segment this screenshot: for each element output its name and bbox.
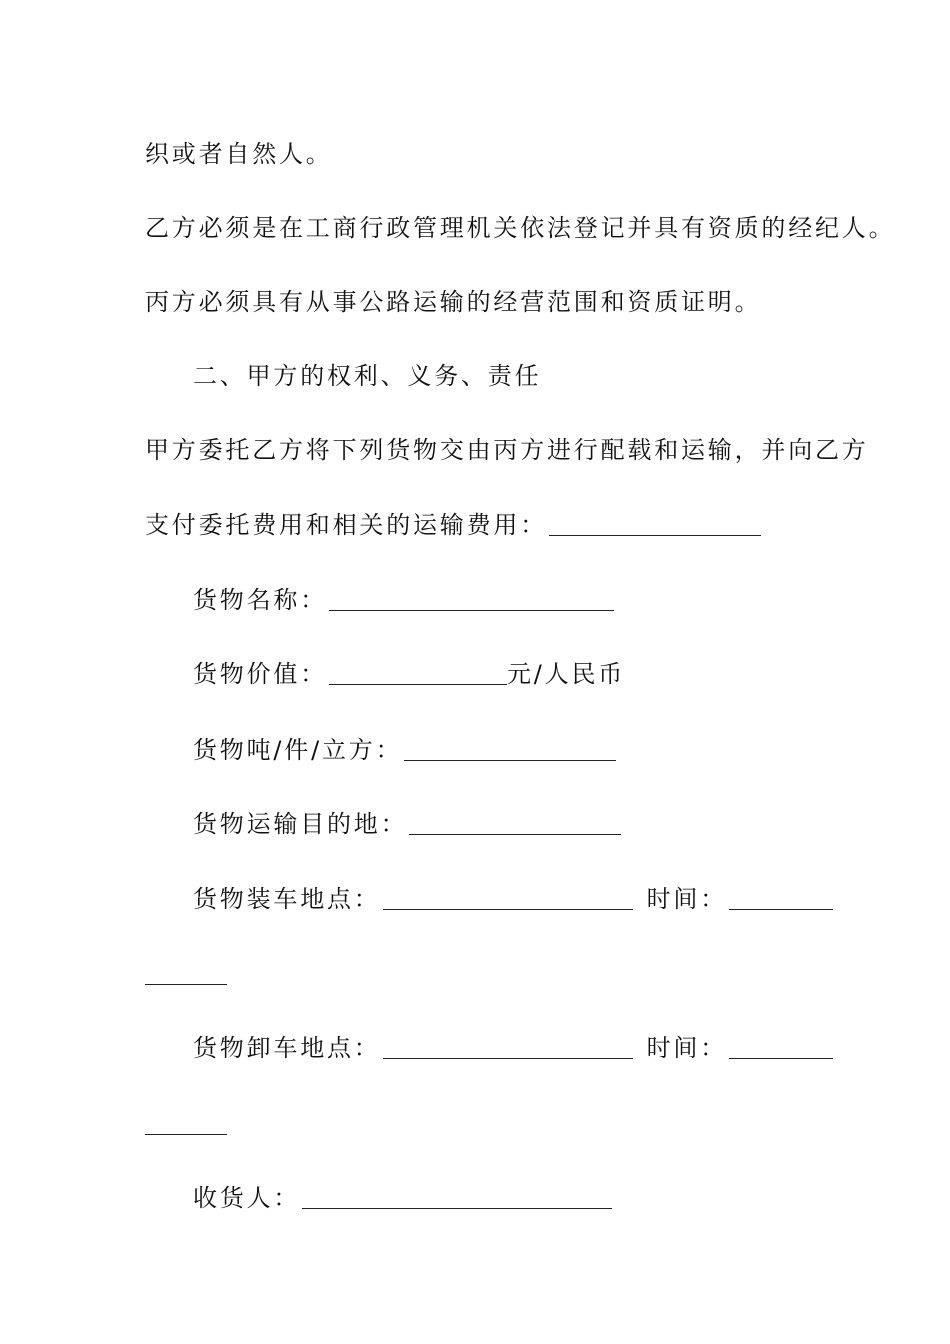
paragraph-text: 乙方必须是在工商行政管理机关依法登记并具有资质的经纪人。 — [145, 214, 896, 242]
field-label: 货物运输目的地： — [193, 810, 408, 838]
paragraph-text: 支付委托费用和相关的运输费用： — [145, 511, 547, 539]
paragraph-text: 织或者自然人。 — [145, 140, 333, 168]
field-label: 货物吨/件/立方： — [193, 736, 403, 764]
loading-time-blank-continued[interactable] — [145, 954, 227, 985]
unloading-time-blank-continued[interactable] — [145, 1104, 227, 1135]
field-label: 货物价值： — [193, 660, 327, 688]
section-heading — [193, 356, 541, 396]
paragraph-line — [145, 430, 869, 470]
field-label: 时间： — [646, 885, 728, 913]
field-label: 时间： — [646, 1034, 728, 1062]
paragraph-text: 丙方必须具有从事公路运输的经营范围和资质证明。 — [145, 288, 762, 316]
paragraph-line — [145, 134, 333, 174]
consignee-blank[interactable] — [302, 1178, 612, 1209]
field-loading-time-continued — [145, 954, 227, 994]
field-consignee — [193, 1178, 612, 1218]
loading-time-blank[interactable] — [729, 879, 833, 910]
field-label: 货物卸车地点： — [193, 1034, 381, 1062]
goods-name-blank[interactable] — [329, 580, 614, 611]
unloading-place-blank[interactable] — [383, 1028, 633, 1059]
paragraph-line — [145, 208, 895, 248]
unloading-time-blank[interactable] — [729, 1028, 833, 1059]
field-loading-place — [193, 879, 833, 919]
field-unloading-place — [193, 1028, 833, 1068]
goods-quantity-blank[interactable] — [404, 730, 616, 761]
field-label: 货物名称： — [193, 586, 327, 614]
field-unloading-time-continued — [145, 1104, 227, 1144]
field-label: 货物装车地点： — [193, 885, 381, 913]
field-label: 收货人： — [193, 1184, 301, 1212]
field-goods-name — [193, 580, 614, 620]
field-unit: 元/人民币 — [507, 660, 626, 688]
field-goods-value — [193, 654, 625, 694]
section-heading-text: 二、甲方的权利、义务、责任 — [193, 362, 542, 390]
paragraph-line — [145, 282, 761, 322]
field-destination — [193, 804, 621, 844]
destination-blank[interactable] — [409, 804, 621, 835]
paragraph-text: 甲方委托乙方将下列货物交由丙方进行配载和运输，并向乙方 — [145, 436, 869, 464]
goods-value-blank[interactable] — [329, 654, 507, 685]
field-goods-quantity — [193, 730, 616, 770]
loading-place-blank[interactable] — [383, 879, 633, 910]
paragraph-line — [145, 505, 761, 545]
fee-blank[interactable] — [549, 505, 761, 536]
